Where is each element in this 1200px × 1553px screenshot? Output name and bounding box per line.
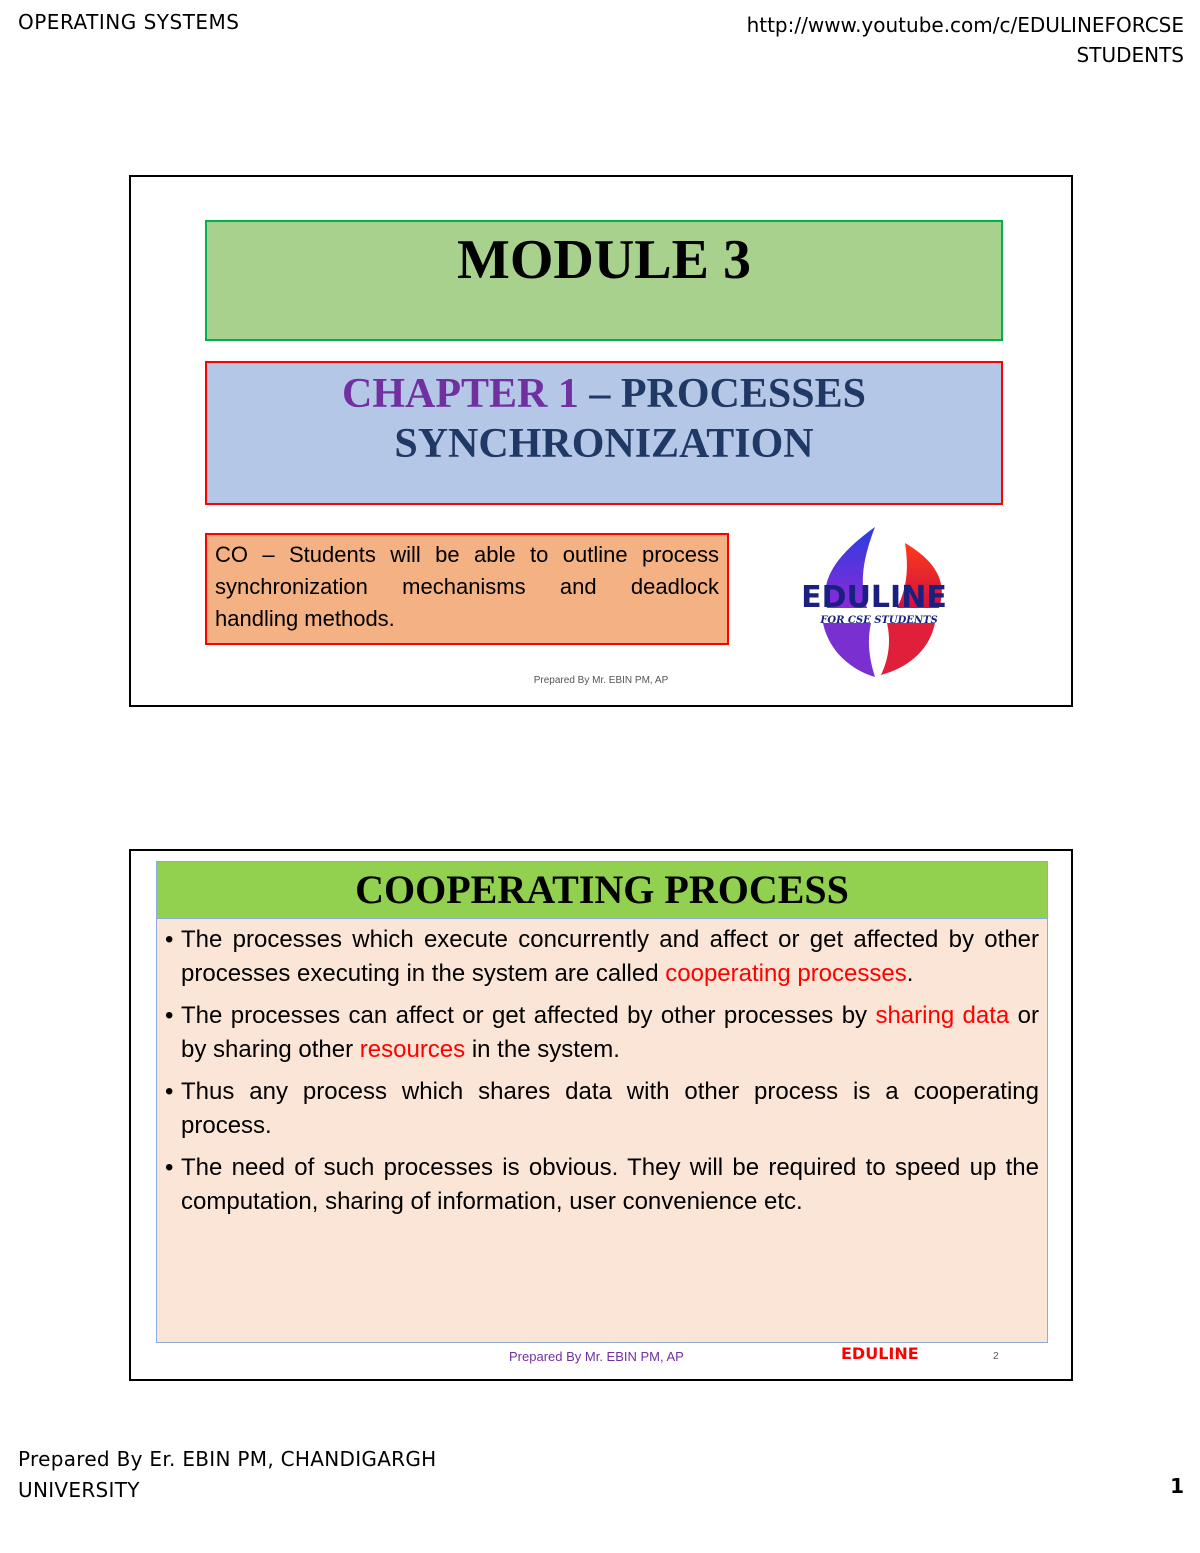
logo-subtext: FOR CSE STUDENTS bbox=[820, 615, 938, 626]
slide-2 bbox=[129, 849, 1073, 1381]
header-url-line1: http://www.youtube.com/c/EDULINEFORCSE bbox=[746, 13, 1184, 37]
bullet-2-highlight-2: resources bbox=[359, 1036, 466, 1063]
bullet-2-text: The processes can affect or get affected by other processes by bbox=[181, 1002, 876, 1029]
bullet-item-3: • Thus any process which shares data with other process is a cooperating process. bbox=[163, 1075, 1039, 1143]
header-url bbox=[747, 10, 1184, 70]
eduline-logo bbox=[779, 523, 969, 681]
chapter-title-line2: SYNCHRONIZATION bbox=[394, 421, 814, 467]
bullet-2-highlight-1: sharing data bbox=[875, 1002, 1010, 1029]
slide-1 bbox=[129, 175, 1073, 707]
chapter-title bbox=[205, 361, 1003, 505]
bullet-1-end: . bbox=[906, 960, 914, 987]
chapter-title-line1 bbox=[207, 369, 1001, 419]
cooperating-process-panel bbox=[156, 861, 1048, 1343]
slide1-prepared-by: Prepared By Mr. EBIN PM, AP bbox=[533, 675, 669, 686]
bullet-item-1 bbox=[163, 923, 1039, 991]
module-title: MODULE 3 bbox=[205, 220, 1003, 341]
slide-number: 2 bbox=[993, 1351, 999, 1362]
bullet-2-mid: or by sharing other bbox=[181, 1002, 1040, 1063]
course-outcome-box: CO – Students will be able to outline process synchronization mechanisms and deadlock handling methods. bbox=[205, 533, 729, 645]
bullet-item-4: • The need of such processes is obvious. They will be required to speed up the computation, sharing of information, user convenience etc. bbox=[163, 1151, 1039, 1219]
slide2-brand: EDULINE bbox=[841, 1344, 919, 1363]
footer-prepared-by: Prepared By Er. EBIN PM, CHANDIGARGH UNIVERSITY bbox=[18, 1447, 437, 1502]
bullet-2-end: in the system. bbox=[465, 1036, 620, 1063]
chapter-label: CHAPTER 1 bbox=[342, 371, 579, 417]
slide2-title: COOPERATING PROCESS bbox=[157, 862, 1047, 919]
chapter-rest: – PROCESSES bbox=[578, 371, 866, 417]
page-number: 1 bbox=[1170, 1474, 1184, 1498]
slide2-prepared-by: Prepared By Mr. EBIN PM, AP bbox=[509, 1349, 684, 1364]
header-url-line2: STUDENTS bbox=[1076, 43, 1184, 67]
header-doc-title: OPERATING SYSTEMS bbox=[18, 10, 240, 34]
logo-text: EDULINE bbox=[801, 580, 947, 615]
bullet-1-highlight: cooperating processes bbox=[665, 960, 907, 987]
bullet-list bbox=[157, 919, 1047, 1219]
bullet-item-2 bbox=[163, 999, 1039, 1067]
bullet-1-text: The processes which execute concurrently and affect or get affected by other processes executing in the system are called bbox=[181, 926, 1039, 987]
